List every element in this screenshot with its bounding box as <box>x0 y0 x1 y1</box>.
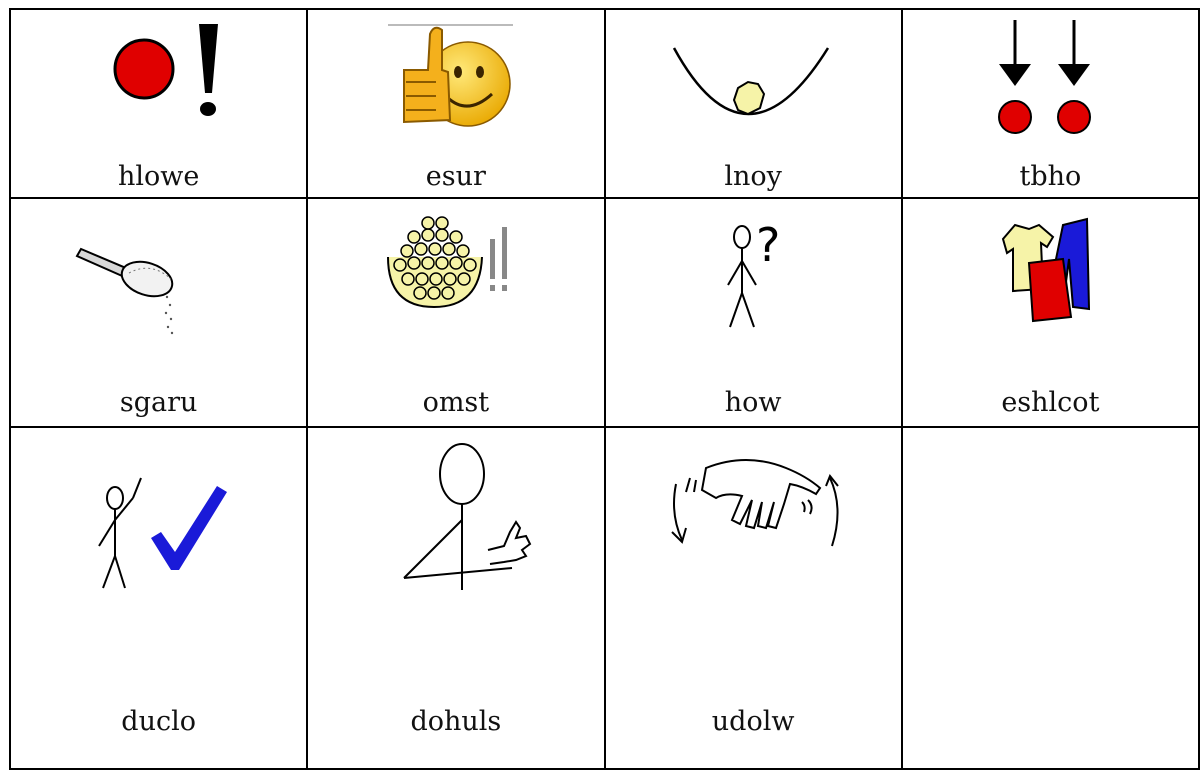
cell-10 <box>307 427 604 769</box>
red-dot-exclamation-icon <box>11 10 308 160</box>
person-question-icon <box>606 199 903 389</box>
hands-motion-icon <box>606 428 903 688</box>
cell-word: duclo <box>121 706 196 737</box>
cell-12-empty <box>902 427 1199 769</box>
cell-word: lnoy <box>724 161 782 192</box>
cell-word: tbho <box>1019 161 1082 192</box>
clothes-icon <box>903 199 1200 389</box>
cell-word: eshlcot <box>1001 387 1100 418</box>
cell-8 <box>902 198 1199 427</box>
ball-in-bowl-icon <box>606 10 903 160</box>
symbol-grid <box>9 8 1200 770</box>
bowl-of-balls-exclamation-icon <box>308 199 605 389</box>
cell-word: esur <box>425 161 486 192</box>
cell-3 <box>605 9 902 198</box>
cell-word: hlowe <box>117 161 200 192</box>
cell-6 <box>307 198 604 427</box>
cell-5 <box>10 198 307 427</box>
cell-7 <box>605 198 902 427</box>
cell-9 <box>10 427 307 769</box>
cell-word: udolw <box>711 706 795 737</box>
cell-4 <box>902 9 1199 198</box>
cell-11 <box>605 427 902 769</box>
thumbs-up-smiley-icon <box>308 10 605 160</box>
cell-word: dohuls <box>410 706 502 737</box>
person-pointing-icon <box>308 428 605 688</box>
cell-word: sgaru <box>119 387 198 418</box>
sugar-spoon-icon <box>11 199 308 389</box>
svg-text:?: ? <box>755 218 780 272</box>
person-checkmark-icon <box>11 428 308 688</box>
cell-2 <box>307 9 604 198</box>
cell-word: omst <box>422 387 490 418</box>
two-arrows-two-dots-icon <box>903 10 1200 160</box>
cell-1 <box>10 9 307 198</box>
cell-word: how <box>724 387 782 418</box>
